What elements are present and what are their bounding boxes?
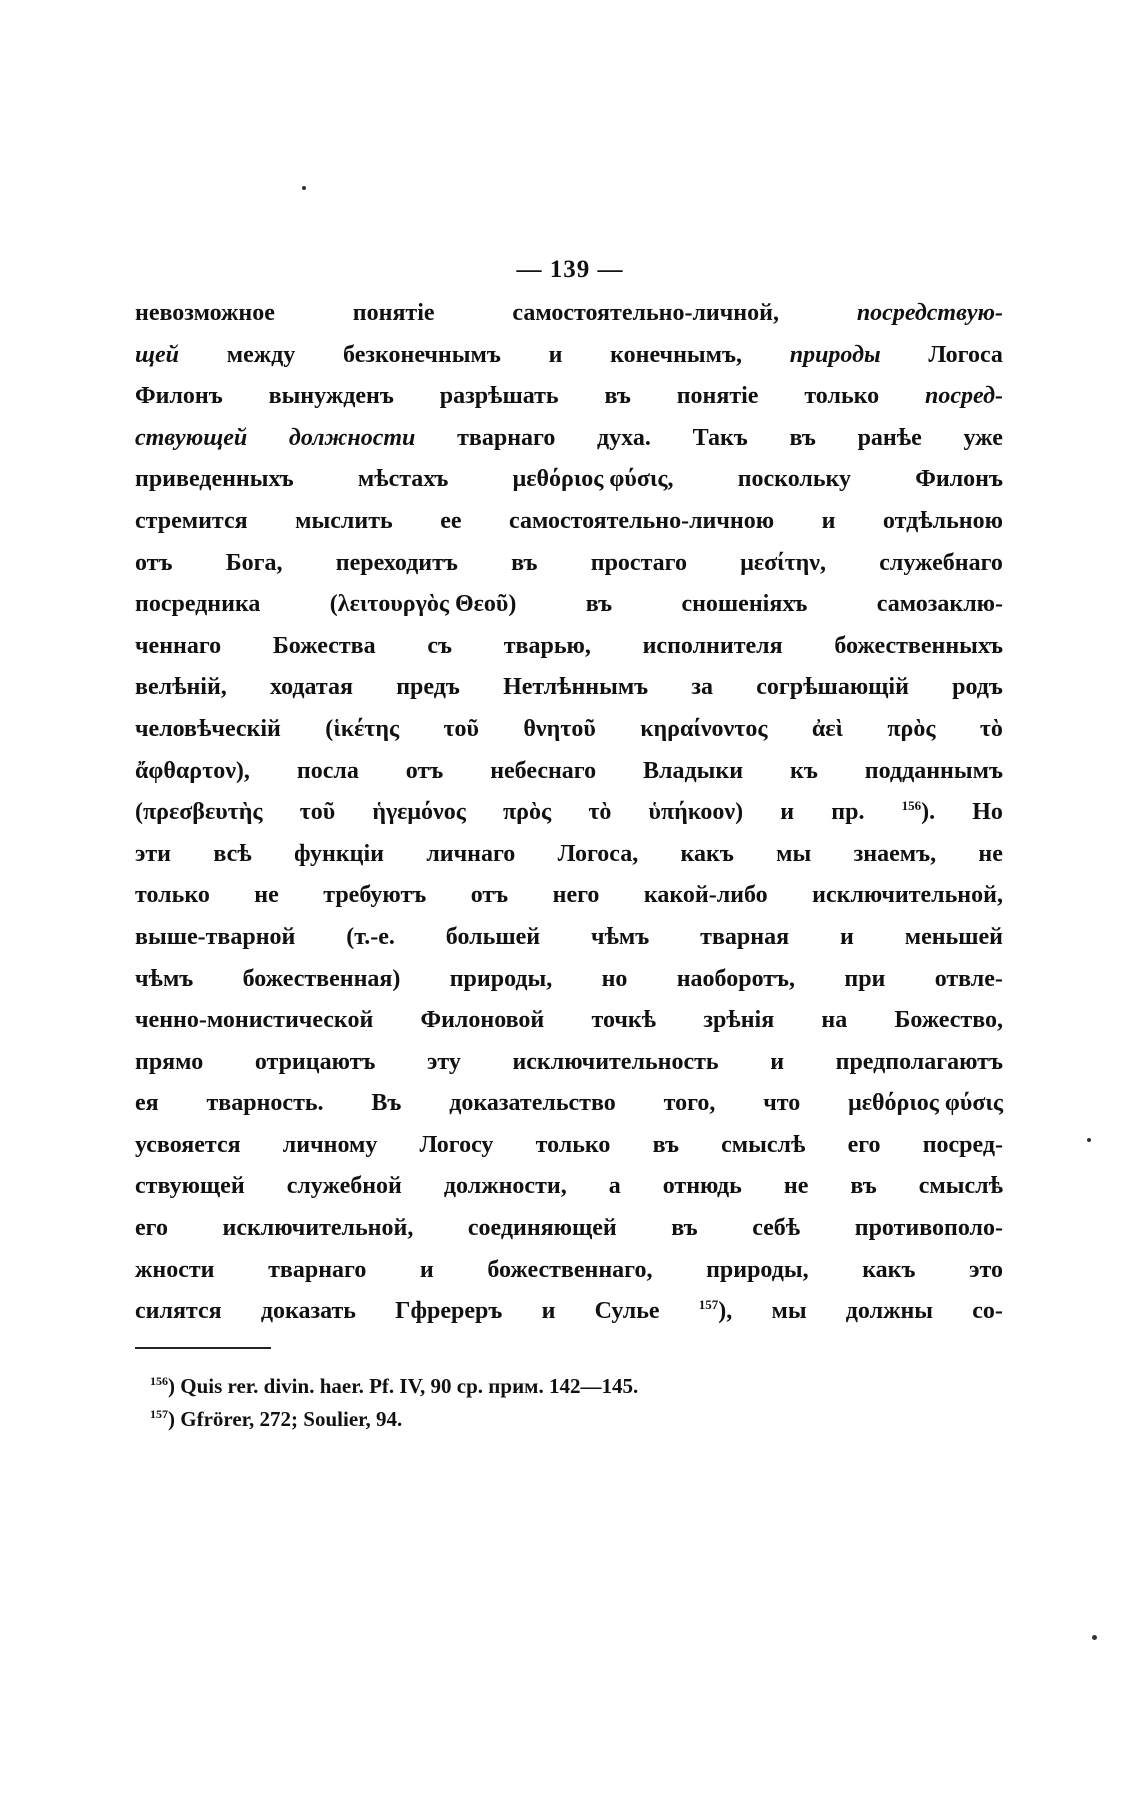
word: тварная bbox=[700, 923, 790, 950]
word: Логоса bbox=[928, 341, 1003, 368]
word: и bbox=[419, 1256, 434, 1283]
word: отъ bbox=[470, 882, 509, 909]
word: только bbox=[135, 882, 210, 909]
text-line bbox=[135, 584, 1003, 626]
text-line bbox=[135, 709, 1003, 751]
word: исключительной, bbox=[222, 1215, 414, 1242]
text-line bbox=[135, 543, 1003, 585]
text-line bbox=[135, 1083, 1003, 1125]
word: ченнаго bbox=[135, 632, 222, 659]
word: предъ bbox=[396, 674, 460, 701]
word: силятся bbox=[135, 1298, 222, 1325]
word: поскольку bbox=[737, 466, 852, 493]
word: отъ bbox=[135, 549, 173, 576]
word: (λειτουργὸς Θεοῦ) bbox=[329, 591, 517, 618]
text-line bbox=[135, 376, 1003, 418]
word: мѣстахъ bbox=[357, 466, 449, 493]
italic-word: посред- bbox=[925, 383, 1003, 410]
word: πρὸς bbox=[503, 799, 552, 826]
text-line bbox=[135, 1000, 1003, 1042]
word: эти bbox=[135, 840, 171, 867]
word: выше-тварной bbox=[135, 923, 296, 950]
word: это bbox=[969, 1256, 1003, 1283]
word: къ bbox=[790, 757, 818, 784]
word: только bbox=[535, 1131, 611, 1158]
word: его bbox=[847, 1131, 881, 1158]
text-line bbox=[135, 626, 1003, 668]
text-line bbox=[135, 917, 1003, 959]
word: только bbox=[804, 383, 880, 410]
word: смыслѣ bbox=[918, 1173, 1003, 1200]
word: Бога, bbox=[225, 549, 283, 576]
word: πρὸς bbox=[887, 715, 936, 742]
word: τοῦ bbox=[299, 799, 336, 826]
footnote-rule bbox=[135, 1347, 271, 1349]
word: подданнымъ bbox=[864, 757, 1003, 784]
word: безконечнымъ bbox=[343, 341, 501, 368]
word: съ bbox=[427, 632, 452, 659]
footnote-text: ) Quis rer. divin. haer. Pf. IV, 90 ср. прим. 142—145. bbox=[168, 1374, 639, 1398]
word: небеснаго bbox=[490, 757, 597, 784]
word: усвояется bbox=[135, 1131, 241, 1158]
word: конечнымъ, bbox=[610, 341, 742, 368]
word: доказать bbox=[260, 1298, 356, 1325]
word: понятіе bbox=[676, 383, 759, 410]
word: что bbox=[763, 1090, 801, 1117]
word: на bbox=[821, 1007, 848, 1034]
word: служебной bbox=[286, 1173, 402, 1200]
word: τοῦ bbox=[443, 715, 480, 742]
word: должны bbox=[845, 1298, 934, 1325]
word: Сулье bbox=[594, 1298, 660, 1325]
footnote-mark: 156 bbox=[150, 1374, 168, 1388]
word: понятіе bbox=[352, 300, 435, 326]
word: Логоса, bbox=[557, 840, 639, 867]
word: жности bbox=[135, 1256, 215, 1283]
word: мыслить bbox=[295, 507, 393, 534]
word: природы, bbox=[706, 1256, 809, 1283]
text-line bbox=[135, 1166, 1003, 1208]
word: велѣній, bbox=[135, 674, 227, 701]
word: предполагаютъ bbox=[835, 1048, 1003, 1075]
word: того, bbox=[663, 1090, 716, 1117]
word: приведенныхъ bbox=[135, 466, 294, 493]
word: знаемъ, bbox=[853, 840, 937, 867]
word: самозаклю- bbox=[876, 591, 1003, 618]
word: но bbox=[601, 965, 628, 992]
word: посред- bbox=[922, 1131, 1003, 1158]
footnote-reference-tail: ), bbox=[718, 1298, 733, 1325]
word: человѣческій bbox=[135, 715, 281, 742]
text-line bbox=[135, 834, 1003, 876]
text-line bbox=[135, 459, 1003, 501]
word: тварность. bbox=[206, 1090, 324, 1117]
word: ходатая bbox=[270, 674, 353, 701]
word: и bbox=[821, 507, 836, 534]
word: чѣмъ bbox=[590, 923, 650, 950]
word: сношеніяхъ bbox=[681, 591, 808, 618]
word: соединяющей bbox=[467, 1215, 617, 1242]
word: въ bbox=[850, 1173, 877, 1200]
word: функціи bbox=[294, 840, 384, 867]
word: него bbox=[552, 882, 600, 909]
word: личнаго bbox=[426, 840, 516, 867]
italic-word: природы bbox=[789, 341, 881, 368]
word: невозможное bbox=[135, 300, 275, 326]
word: Логосу bbox=[419, 1131, 494, 1158]
word: природы, bbox=[449, 965, 553, 992]
word: уже bbox=[963, 424, 1003, 451]
word: переходитъ bbox=[335, 549, 458, 576]
word: посредника bbox=[135, 591, 261, 618]
text-line bbox=[135, 418, 1003, 460]
word: божественная) bbox=[242, 965, 401, 992]
word: отвле- bbox=[934, 965, 1003, 992]
footnotes bbox=[150, 1370, 950, 1436]
text-line bbox=[135, 875, 1003, 917]
word: со- bbox=[972, 1298, 1003, 1325]
text-line bbox=[135, 667, 1003, 709]
text-line bbox=[135, 959, 1003, 1001]
word: въ bbox=[671, 1215, 698, 1242]
word: противополо- bbox=[854, 1215, 1003, 1242]
word: зрѣнія bbox=[703, 1007, 775, 1034]
word: духа. bbox=[597, 424, 651, 451]
word: ἡγεμόνος bbox=[372, 799, 466, 826]
word: κηραίνοντος bbox=[640, 715, 768, 742]
word: Но bbox=[972, 799, 1003, 826]
word: τὸ bbox=[979, 715, 1003, 742]
word: божественныхъ bbox=[834, 632, 1003, 659]
word: θνητοῦ bbox=[523, 715, 596, 742]
text-line bbox=[135, 1250, 1003, 1292]
page-number: — 139 — bbox=[516, 256, 624, 283]
word: а bbox=[608, 1173, 621, 1200]
word: исключительной, bbox=[812, 882, 1003, 909]
word: (ἱκέτης bbox=[325, 715, 400, 742]
word: большей bbox=[445, 923, 541, 950]
italic-word: щей bbox=[135, 341, 179, 368]
text-line bbox=[135, 1208, 1003, 1250]
word: (т.-е. bbox=[346, 923, 395, 950]
word: ствующей bbox=[135, 1173, 245, 1200]
word: ἄφθαρτον), bbox=[135, 757, 250, 784]
text-line bbox=[135, 1042, 1003, 1084]
word: за bbox=[691, 674, 714, 701]
body-text bbox=[135, 293, 1003, 1333]
word: Владыки bbox=[643, 757, 744, 784]
text-line bbox=[135, 501, 1003, 543]
scan-speck bbox=[1087, 1138, 1091, 1142]
text-line bbox=[135, 335, 1003, 377]
word: и bbox=[839, 923, 854, 950]
italic-word: ствующей bbox=[135, 424, 248, 451]
word: какъ bbox=[862, 1256, 916, 1283]
word: доказательство bbox=[449, 1090, 616, 1117]
word: ея bbox=[135, 1090, 159, 1117]
word: точкѣ bbox=[591, 1007, 657, 1034]
word: прямо bbox=[135, 1048, 204, 1075]
word: отрицаютъ bbox=[254, 1048, 376, 1075]
word: отдѣльною bbox=[882, 507, 1003, 534]
word: самостоятельно-личной, bbox=[512, 300, 779, 326]
word: ченно-монистической bbox=[135, 1007, 374, 1034]
word: какой-либо bbox=[643, 882, 768, 909]
word: при bbox=[844, 965, 886, 992]
word: мы bbox=[771, 1298, 807, 1325]
word: личному bbox=[282, 1131, 378, 1158]
word: себѣ bbox=[752, 1215, 801, 1242]
word: Божества bbox=[272, 632, 376, 659]
word: отъ bbox=[405, 757, 444, 784]
footnote-reference-number: 157 bbox=[698, 1297, 719, 1313]
word: тварнаго bbox=[268, 1256, 367, 1283]
word: Филонъ bbox=[915, 466, 1003, 493]
footnote-reference bbox=[902, 792, 936, 834]
word: родъ bbox=[952, 674, 1003, 701]
footnote-156 bbox=[150, 1370, 950, 1403]
word: посла bbox=[296, 757, 359, 784]
footnote-text: ) Gfrörer, 272; Soulier, 94. bbox=[168, 1407, 403, 1431]
word: требуютъ bbox=[323, 882, 427, 909]
word: какъ bbox=[680, 840, 734, 867]
word: ее bbox=[440, 507, 462, 534]
scan-speck bbox=[302, 186, 306, 190]
word: чѣмъ bbox=[135, 965, 194, 992]
word: и bbox=[780, 799, 795, 826]
word: не bbox=[978, 840, 1003, 867]
word: служебнаго bbox=[879, 549, 1003, 576]
word: тварью, bbox=[503, 632, 591, 659]
word: Божество, bbox=[894, 1007, 1003, 1034]
word: эту bbox=[427, 1048, 461, 1075]
word: и bbox=[548, 341, 563, 368]
text-line bbox=[135, 1291, 1003, 1333]
footnote-reference-number: 156 bbox=[901, 798, 922, 814]
word: въ bbox=[511, 549, 538, 576]
word: должности, bbox=[443, 1173, 567, 1200]
word: тварнаго bbox=[457, 424, 556, 451]
word: разрѣшать bbox=[439, 383, 559, 410]
word: не bbox=[783, 1173, 809, 1200]
word: его bbox=[135, 1215, 168, 1242]
text-line bbox=[135, 293, 1003, 335]
word: μεθόριος φύσις bbox=[848, 1090, 1003, 1117]
italic-word: посредствую- bbox=[856, 300, 1003, 326]
word: исполнителя bbox=[642, 632, 783, 659]
word: всѣ bbox=[213, 840, 252, 867]
word: (πρεσβευτὴς bbox=[135, 799, 263, 826]
footnote-reference bbox=[699, 1291, 733, 1333]
word: вынужденъ bbox=[268, 383, 394, 410]
word: между bbox=[226, 341, 296, 368]
word: согрѣшающій bbox=[756, 674, 909, 701]
scan-speck bbox=[1092, 1635, 1097, 1640]
word: божественнаго, bbox=[487, 1256, 653, 1283]
word: въ bbox=[604, 383, 631, 410]
word: пр. bbox=[831, 799, 865, 826]
word: наоборотъ, bbox=[676, 965, 796, 992]
word: Филонъ bbox=[135, 383, 223, 410]
word: τὸ bbox=[588, 799, 612, 826]
word: самостоятельно-личною bbox=[509, 507, 775, 534]
word: Филоновой bbox=[420, 1007, 545, 1034]
word: ὑπήκοον) bbox=[648, 799, 744, 826]
text-line bbox=[135, 751, 1003, 793]
word: стремится bbox=[135, 507, 248, 534]
word: отнюдь bbox=[662, 1173, 742, 1200]
italic-word: должности bbox=[288, 424, 416, 451]
word: смыслѣ bbox=[721, 1131, 806, 1158]
footnote-157 bbox=[150, 1403, 950, 1436]
word: Гфререръ bbox=[395, 1298, 503, 1325]
word: въ bbox=[789, 424, 816, 451]
word: не bbox=[254, 882, 279, 909]
word: меньшей bbox=[904, 923, 1003, 950]
word: μεσίτην, bbox=[740, 549, 826, 576]
word: исключительность bbox=[512, 1048, 719, 1075]
word: Нетлѣннымъ bbox=[503, 674, 649, 701]
word: мы bbox=[776, 840, 812, 867]
footnote-reference-tail: ). bbox=[921, 799, 936, 826]
word: Въ bbox=[371, 1090, 402, 1117]
word: въ bbox=[652, 1131, 679, 1158]
word: въ bbox=[585, 591, 613, 618]
word: μεθόριος φύσις, bbox=[512, 466, 674, 493]
text-line bbox=[135, 792, 1003, 834]
footnote-mark: 157 bbox=[150, 1407, 168, 1421]
word: Такъ bbox=[692, 424, 748, 451]
word: ранѣе bbox=[857, 424, 922, 451]
word: и bbox=[770, 1048, 785, 1075]
word: простаго bbox=[590, 549, 687, 576]
text-line bbox=[135, 1125, 1003, 1167]
word: и bbox=[541, 1298, 556, 1325]
word: ἀεὶ bbox=[811, 715, 843, 742]
